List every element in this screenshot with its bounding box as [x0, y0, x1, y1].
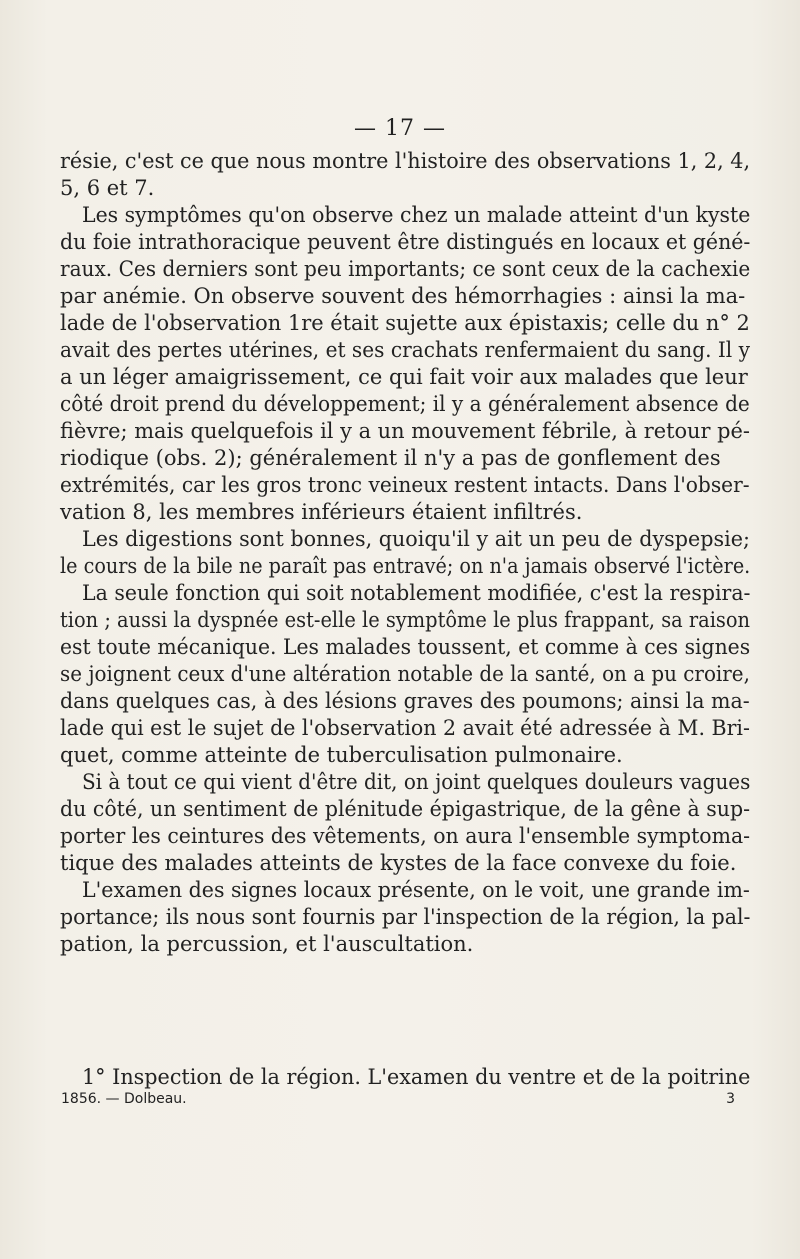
- text-line: porter les ceintures des vêtements, on aura l'ensemble symptoma-: [60, 824, 751, 848]
- text-line: fièvre; mais quelquefois il y a un mouvement fébrile, à retour pé-: [60, 419, 751, 443]
- text-line: a un léger amaigrissement, ce qui fait voir aux malades que leur: [60, 365, 748, 389]
- text-line: résie, c'est ce que nous montre l'histoire des observations 1, 2, 4,: [60, 149, 751, 173]
- text-line: pation, la percussion, et l'auscultation.: [60, 932, 474, 956]
- text-line: est toute mécanique. Les malades toussent, et comme à ces signes: [60, 635, 751, 659]
- page-number-header: — 17 —: [354, 116, 446, 141]
- text-line: Si à tout ce qui vient d'être dit, on joint quelques douleurs vagues: [82, 770, 751, 794]
- text-line: riodique (obs. 2); généralement il n'y a pas de gonflement des: [60, 446, 721, 470]
- text-line: La seule fonction qui soit notablement modifiée, c'est la respira-: [82, 581, 751, 605]
- text-line: dans quelques cas, à des lésions graves des poumons; ainsi la ma-: [60, 689, 750, 713]
- signature-mark: 3: [726, 1091, 735, 1107]
- text-line: du côté, un sentiment de plénitude épigastrique, de la gêne à sup-: [60, 797, 751, 821]
- page-footer: [61, 1091, 735, 1107]
- footer-imprint: 1856. — Dolbeau.: [61, 1091, 187, 1107]
- text-line: Les symptômes qu'on observe chez un malade atteint d'un kyste: [82, 203, 751, 227]
- text-line: du foie intrathoracique peuvent être distingués en locaux et géné-: [60, 230, 751, 254]
- text-line: vation 8, les membres inférieurs étaient infiltrés.: [60, 500, 583, 524]
- text-line: le cours de la bile ne paraît pas entravé; on n'a jamais observé l'ictère.: [60, 554, 751, 578]
- text-line: extrémités, car les gros tronc veineux restent intacts. Dans l'obser-: [60, 473, 750, 497]
- text-line: portance; ils nous sont fournis par l'inspection de la région, la pal-: [60, 905, 751, 929]
- text-line: 5, 6 et 7.: [60, 176, 155, 200]
- text-line: avait des pertes utérines, et ses crachats renfermaient du sang. Il y: [60, 338, 750, 362]
- text-line: se joignent ceux d'une altération notable de la santé, on a pu croire,: [60, 662, 750, 686]
- text-line: raux. Ces derniers sont peu importants; ce sont ceux de la cachexie: [60, 257, 751, 281]
- section-heading-line: 1° Inspection de la région. L'examen du ventre et de la poitrine: [82, 1065, 751, 1089]
- text-line: lade qui est le sujet de l'observation 2 avait été adressée à M. Bri-: [60, 716, 750, 740]
- text-line: Les digestions sont bonnes, quoiqu'il y ait un peu de dyspepsie;: [82, 527, 751, 551]
- text-line: côté droit prend du développement; il y a généralement absence de: [60, 392, 750, 416]
- text-line: tion ; aussi la dyspnée est-elle le symptôme le plus frappant, sa raison: [60, 608, 751, 632]
- text-line: L'examen des signes locaux présente, on le voit, une grande im-: [82, 878, 750, 902]
- text-line: tique des malades atteints de kystes de la face convexe du foie.: [60, 851, 737, 875]
- text-line: par anémie. On observe souvent des hémorrhagies : ainsi la ma-: [60, 284, 746, 308]
- text-line: lade de l'observation 1re était sujette aux épistaxis; celle du n° 2: [60, 311, 750, 335]
- text-line: quet, comme atteinte de tuberculisation pulmonaire.: [60, 743, 623, 767]
